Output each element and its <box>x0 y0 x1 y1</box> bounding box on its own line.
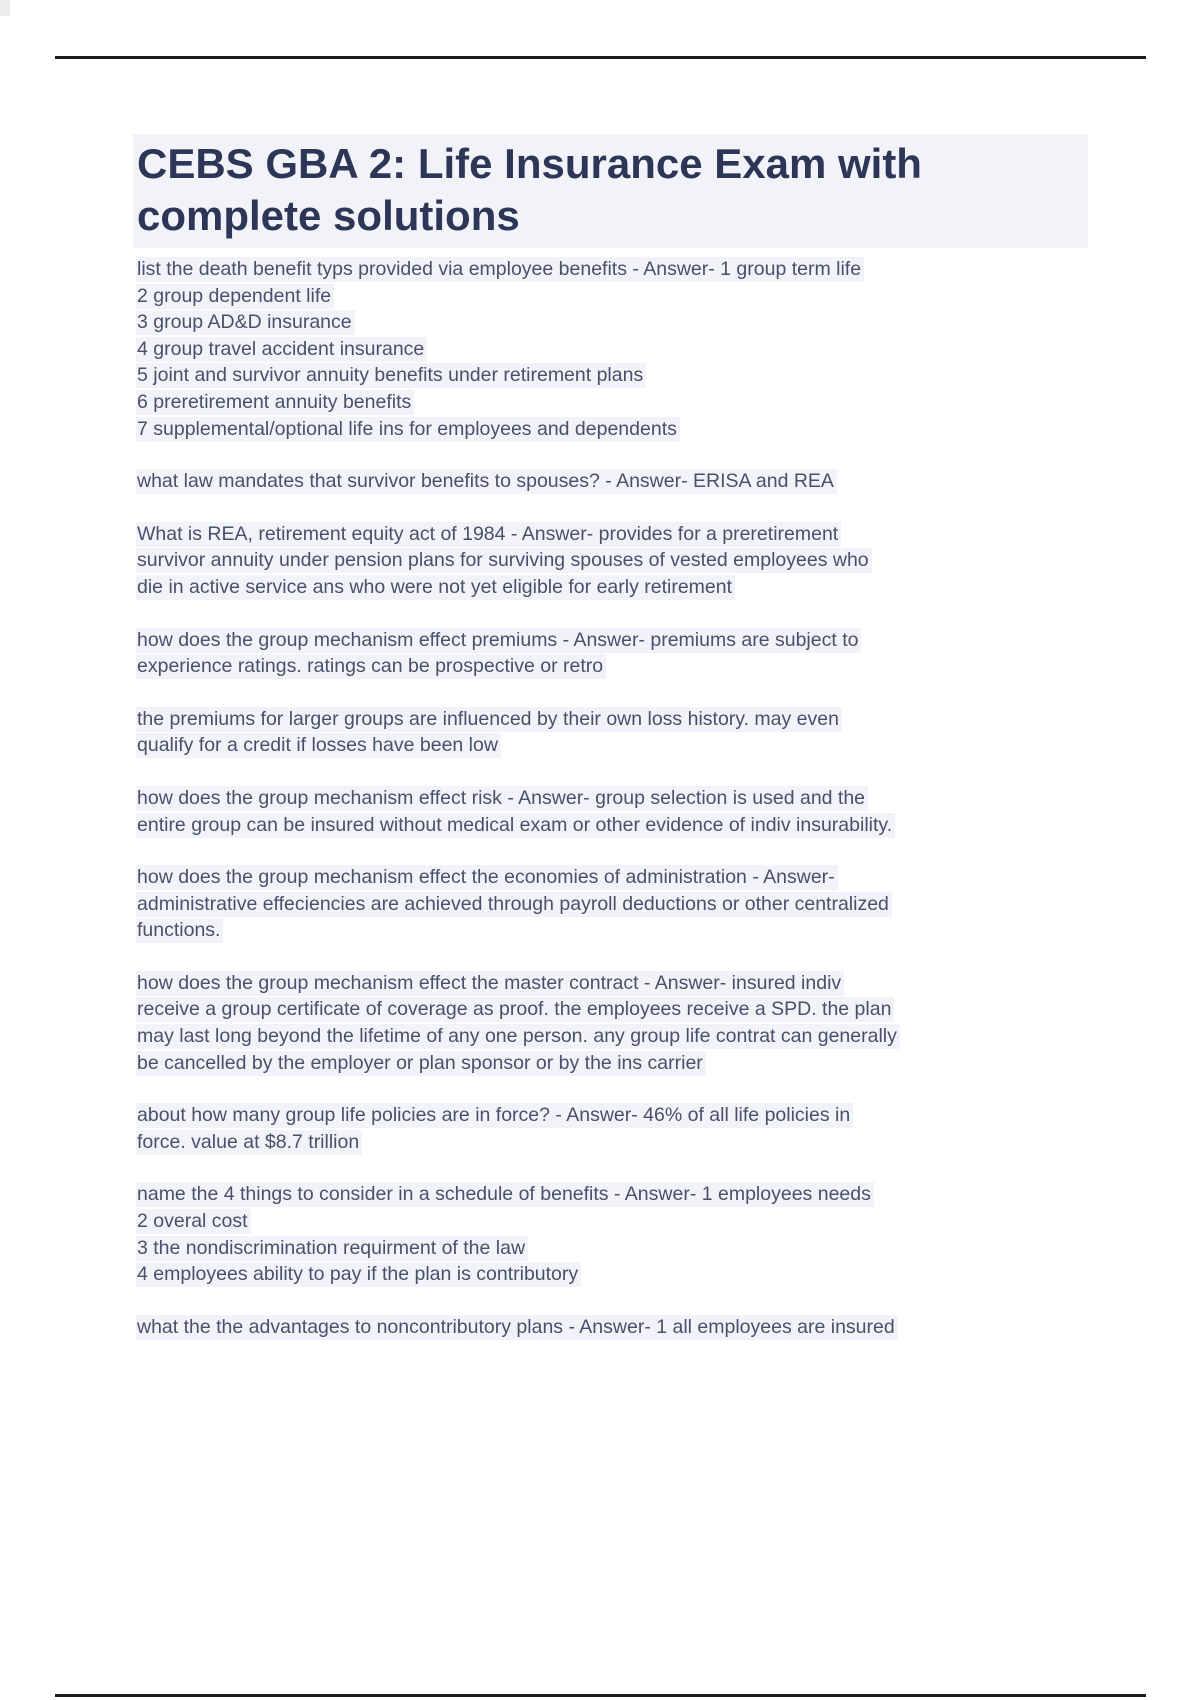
text-line <box>137 653 1127 680</box>
text-line <box>137 416 1127 443</box>
text-line <box>137 917 1127 944</box>
text-line <box>137 864 1127 891</box>
highlighted-text: how does the group mechanism effect the economies of administration - Answer- <box>136 865 838 890</box>
text-line <box>137 309 1127 336</box>
highlighted-text: qualify for a credit if losses have been low <box>136 733 501 758</box>
text-line <box>137 1208 1127 1235</box>
highlighted-text: receive a group certificate of coverage as proof. the employees receive a SPD. the plan <box>136 997 894 1022</box>
text-line <box>137 574 1127 601</box>
highlighted-text: 7 supplemental/optional life ins for employees and dependents <box>136 417 680 442</box>
document-title-line1: CEBS GBA 2: Life Insurance Exam with <box>137 140 922 187</box>
highlighted-text: may last long beyond the lifetime of any one person. any group life contrat can generally <box>136 1024 900 1049</box>
paragraph <box>137 468 1127 495</box>
text-line <box>137 468 1127 495</box>
highlighted-text: 4 group travel accident insurance <box>136 337 427 362</box>
highlighted-text: how does the group mechanism effect the master contract - Answer- insured indiv <box>136 971 844 996</box>
text-line <box>137 785 1127 812</box>
highlighted-text: survivor annuity under pension plans for surviving spouses of vested employees who <box>136 548 872 573</box>
highlighted-text: about how many group life policies are in force? - Answer- 46% of all life policies in <box>136 1103 853 1128</box>
highlighted-text: name the 4 things to consider in a schedule of benefits - Answer- 1 employees needs <box>136 1182 874 1207</box>
text-line <box>137 891 1127 918</box>
highlighted-text: what law mandates that survivor benefits to spouses? - Answer- ERISA and REA <box>136 469 837 494</box>
text-line <box>137 1129 1127 1156</box>
text-line <box>137 389 1127 416</box>
highlighted-text: 6 preretirement annuity benefits <box>136 390 414 415</box>
highlighted-text: force. value at $8.7 trillion <box>136 1130 362 1155</box>
text-line <box>137 521 1127 548</box>
highlighted-text: how does the group mechanism effect premiums - Answer- premiums are subject to <box>136 628 861 653</box>
text-line <box>137 283 1127 310</box>
bottom-rule <box>55 1694 1146 1697</box>
text-line <box>137 996 1127 1023</box>
highlighted-text: die in active service ans who were not yet eligible for early retirement <box>136 575 735 600</box>
highlighted-text: 5 joint and survivor annuity benefits under retirement plans <box>136 363 646 388</box>
paragraph <box>137 256 1127 442</box>
paragraph <box>137 1181 1127 1287</box>
highlighted-text: list the death benefit typs provided via employee benefits - Answer- 1 group term life <box>136 257 864 282</box>
text-line <box>137 1102 1127 1129</box>
text-line <box>137 547 1127 574</box>
highlighted-text: experience ratings. ratings can be prospective or retro <box>136 654 606 679</box>
document-title-line2: complete solutions <box>137 192 520 239</box>
paragraph <box>137 521 1127 601</box>
highlighted-text: 2 group dependent life <box>136 284 334 309</box>
text-line <box>137 812 1127 839</box>
text-line <box>137 706 1127 733</box>
paragraph <box>137 627 1127 680</box>
highlighted-text: 3 group AD&D insurance <box>136 310 355 335</box>
scan-artifact-corner <box>0 0 10 16</box>
highlighted-text: 4 employees ability to pay if the plan is contributory <box>136 1262 581 1287</box>
paragraph <box>137 706 1127 759</box>
text-line <box>137 970 1127 997</box>
document-paragraphs <box>137 256 1127 1366</box>
text-line <box>137 362 1127 389</box>
paragraph <box>137 785 1127 838</box>
document-title <box>133 134 1088 248</box>
text-line <box>137 1023 1127 1050</box>
paragraph <box>137 1102 1127 1155</box>
paragraph <box>137 864 1127 944</box>
top-rule <box>55 56 1146 59</box>
text-line <box>137 732 1127 759</box>
text-line <box>137 336 1127 363</box>
highlighted-text: what the the advantages to noncontributory plans - Answer- 1 all employees are insured <box>136 1315 898 1340</box>
text-line <box>137 1261 1127 1288</box>
paragraph <box>137 1314 1127 1341</box>
highlighted-text: functions. <box>136 918 223 943</box>
text-line <box>137 1314 1127 1341</box>
highlighted-text: What is REA, retirement equity act of 1984 - Answer- provides for a preretirement <box>136 522 841 547</box>
highlighted-text: entire group can be insured without medical exam or other evidence of indiv insurability. <box>136 813 895 838</box>
text-line <box>137 256 1127 283</box>
text-line <box>137 1181 1127 1208</box>
highlighted-text: the premiums for larger groups are influenced by their own loss history. may even <box>136 707 842 732</box>
text-line <box>137 1235 1127 1262</box>
text-line <box>137 627 1127 654</box>
highlighted-text: be cancelled by the employer or plan sponsor or by the ins carrier <box>136 1051 706 1076</box>
highlighted-text: administrative effeciencies are achieved through payroll deductions or other centralized <box>136 892 892 917</box>
highlighted-text: 2 overal cost <box>136 1209 251 1234</box>
highlighted-text: 3 the nondiscrimination requirment of the law <box>136 1236 528 1261</box>
text-line <box>137 1050 1127 1077</box>
highlighted-text: how does the group mechanism effect risk - Answer- group selection is used and the <box>136 786 868 811</box>
paragraph <box>137 970 1127 1076</box>
